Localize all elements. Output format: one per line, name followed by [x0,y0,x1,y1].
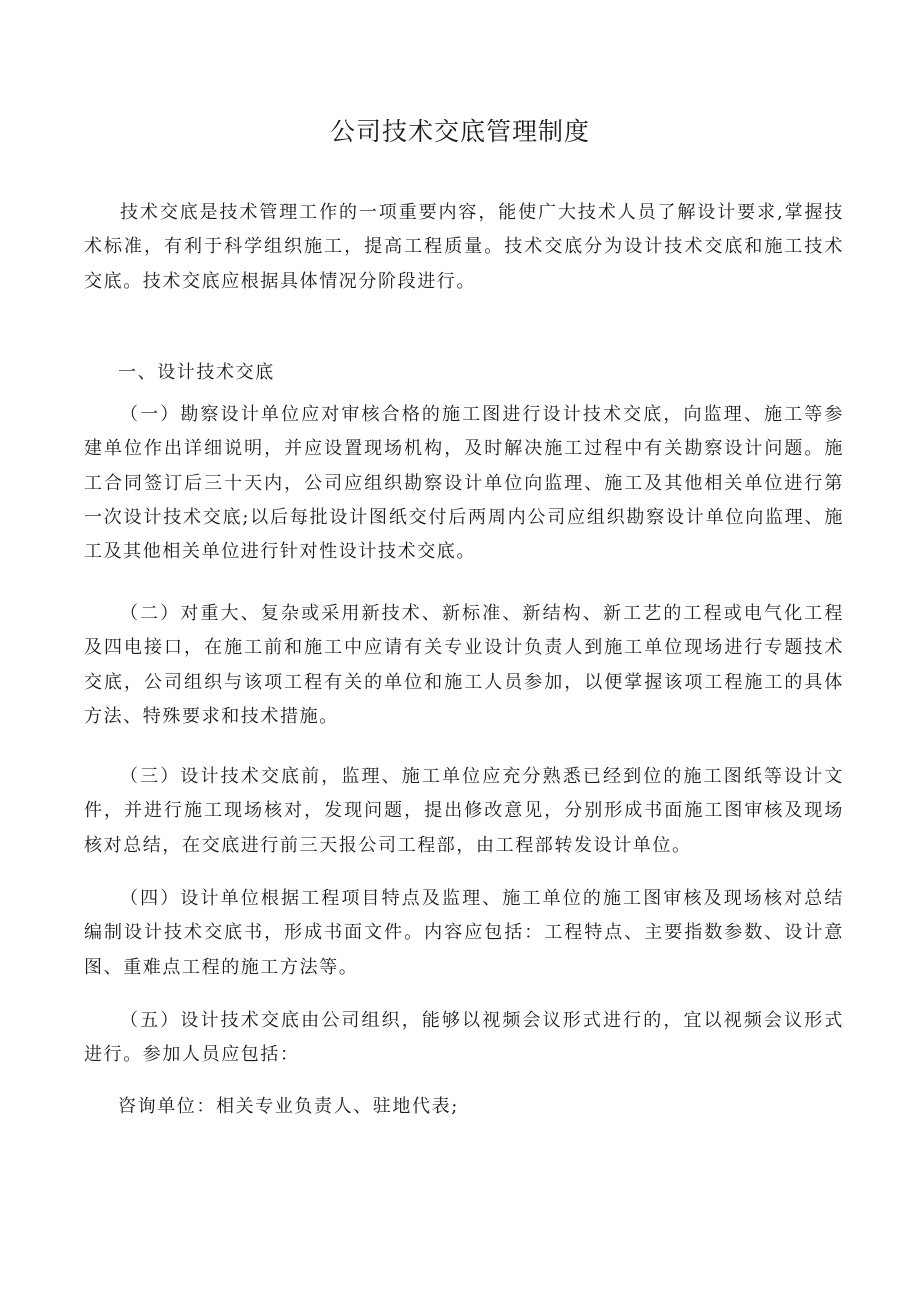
document-title: 公司技术交底管理制度 [329,117,590,146]
paragraph-item-4: （四）设计单位根据工程项目特点及监理、施工单位的施工图审核及现场核对总结编制设计技术交底书，形成书面文件。内容应包括：工程特点、主要指数参数、设计意图、重难点工程的施工方法等。 [84,888,844,978]
paragraph-item-5: （五）设计技术交底由公司组织，能够以视频会议形式进行的，宜以视频会议形式进行。参加人员应包括： [84,1010,844,1066]
paragraph-item-2: （二）对重大、复杂或采用新技术、新标准、新结构、新工艺的工程或电气化工程及四电接口，在施工前和施工中应请有关专业设计负责人到施工单位现场进行专题技术交底，公司组织与该项工程有关的单位和施工人员参加，以便掌握该项工程施工的具体方法、特殊要求和技术措施。 [84,603,844,727]
section-heading-design-disclosure: 一、设计技术交底 [118,362,275,383]
participant-consulting-unit: 咨询单位：相关专业负责人、驻地代表; [118,1096,459,1117]
paragraph-item-1: （一）勘察设计单位应对审核合格的施工图进行设计技术交底，向监理、施工等参建单位作出详细说明，并应设置现场机构，及时解决施工过程中有关勘察设计问题。施工合同签订后三十天内，公司应组织勘察设计单位向监理、施工及其他相关单位进行第一次设计技术交底;以后每批设计图纸交付后两周内公司应组织勘察设计单位向监理、施工及其他相关单位进行针对性设计技术交底。 [84,404,844,563]
paragraph-item-3: （三）设计技术交底前，监理、施工单位应充分熟悉已经到位的施工图纸等设计文件，并进行施工现场核对，发现问题，提出修改意见，分别形成书面施工图审核及现场核对总结，在交底进行前三天报公司工程部，由工程部转发设计单位。 [84,766,844,856]
intro-paragraph: 技术交底是技术管理工作的一项重要内容，能使广大技术人员了解设计要求,掌握技术标准，有利于科学组织施工，提高工程质量。技术交底分为设计技术交底和施工技术交底。技术交底应根据具体情况分阶段进行。 [84,202,844,292]
